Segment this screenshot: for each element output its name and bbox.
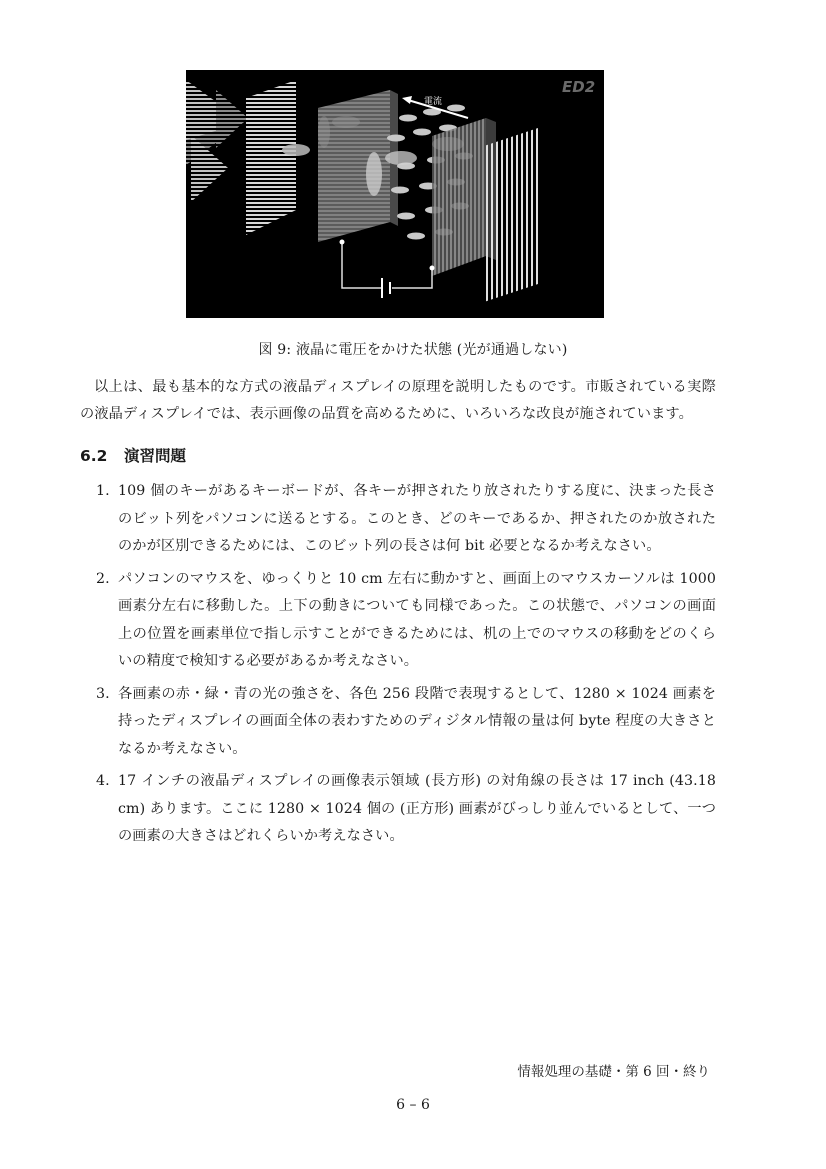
figure-caption: 図 9: 液晶に電圧をかけた状態 (光が通過しない): [258, 342, 568, 358]
exercise-item: [80, 768, 716, 851]
section-title: 演習問題: [124, 447, 187, 465]
exercise-list: [80, 478, 716, 856]
exercise-text: 各画素の赤・緑・青の光の強さを、各色 256 段階で表現するとして、1280 × 1024 画素を持ったディスプレイの画面全体の表わすためのディジタル情報の量は何 byte 程度の大きさとなるか考えなさい。: [118, 685, 716, 757]
current-label: 電流: [424, 97, 443, 107]
body-paragraph: 以上は、最も基本的な方式の液晶ディスプレイの原理を説明したものです。市販されている実際の液晶ディスプレイでは、表示画像の品質を高めるために、いろいろな改良が施されています。: [80, 379, 716, 422]
exercise-item: [80, 681, 716, 764]
exercise-text: パソコンのマウスを、ゆっくりと 10 cm 左右に動かすと、画面上のマウスカーソルは 1000 画素分左右に移動した。上下の動きについても同様であった。この状態で、パソコンの画面上の位置を画素単位で指し示すことができるためには、机の上でのマウスの移動をどのくらいの精度で検知する必要があるか考えなさい。: [118, 570, 716, 669]
exercise-number: 1.: [96, 483, 110, 499]
exercise-number: 2.: [96, 570, 110, 587]
section-heading: [80, 444, 186, 466]
lcd-diagram-figure: [186, 70, 604, 318]
exercise-item: [80, 566, 716, 676]
exercise-text: 17 インチの液晶ディスプレイの画像表示領域 (長方形) の対角線の長さは 17 inch (43.18 cm) あります。ここに 1280 × 1024 個の (正方形) 画素がびっしり並んでいるとして、一つの画素の大きさはどれくらいか考えなさい。: [118, 773, 716, 844]
exercise-text: 109 個のキーがあるキーボードが、各キーが押されたり放されたりする度に、決まった長さのビット列をパソコンに送るとする。このとき、どのキーであるか、押されたのか放されたのかが区別できるためには、このビット列の長さは何 bit 必要となるか考えなさい。: [118, 483, 716, 554]
exercise-item: [80, 478, 716, 561]
front-glass-panel: [318, 90, 398, 242]
battery-symbol: [382, 278, 390, 298]
circuit-wires: [342, 242, 432, 288]
back-electrode-terminal: [430, 266, 435, 271]
exercise-number: 4.: [96, 773, 110, 789]
front-electrode-terminal: [340, 240, 345, 245]
lcd-diagram: [186, 70, 604, 318]
ed2-logo: ED2: [562, 78, 596, 96]
front-polarizer: [246, 80, 296, 235]
exercise-number: 3.: [96, 685, 110, 702]
incoming-light-wave: [186, 80, 248, 202]
page-number: 6 – 6: [396, 1097, 430, 1113]
rear-polarizer: [484, 128, 538, 302]
section-number: 6.2: [80, 447, 108, 465]
footer-note: 情報処理の基礎・第 6 回・終り: [517, 1064, 710, 1080]
